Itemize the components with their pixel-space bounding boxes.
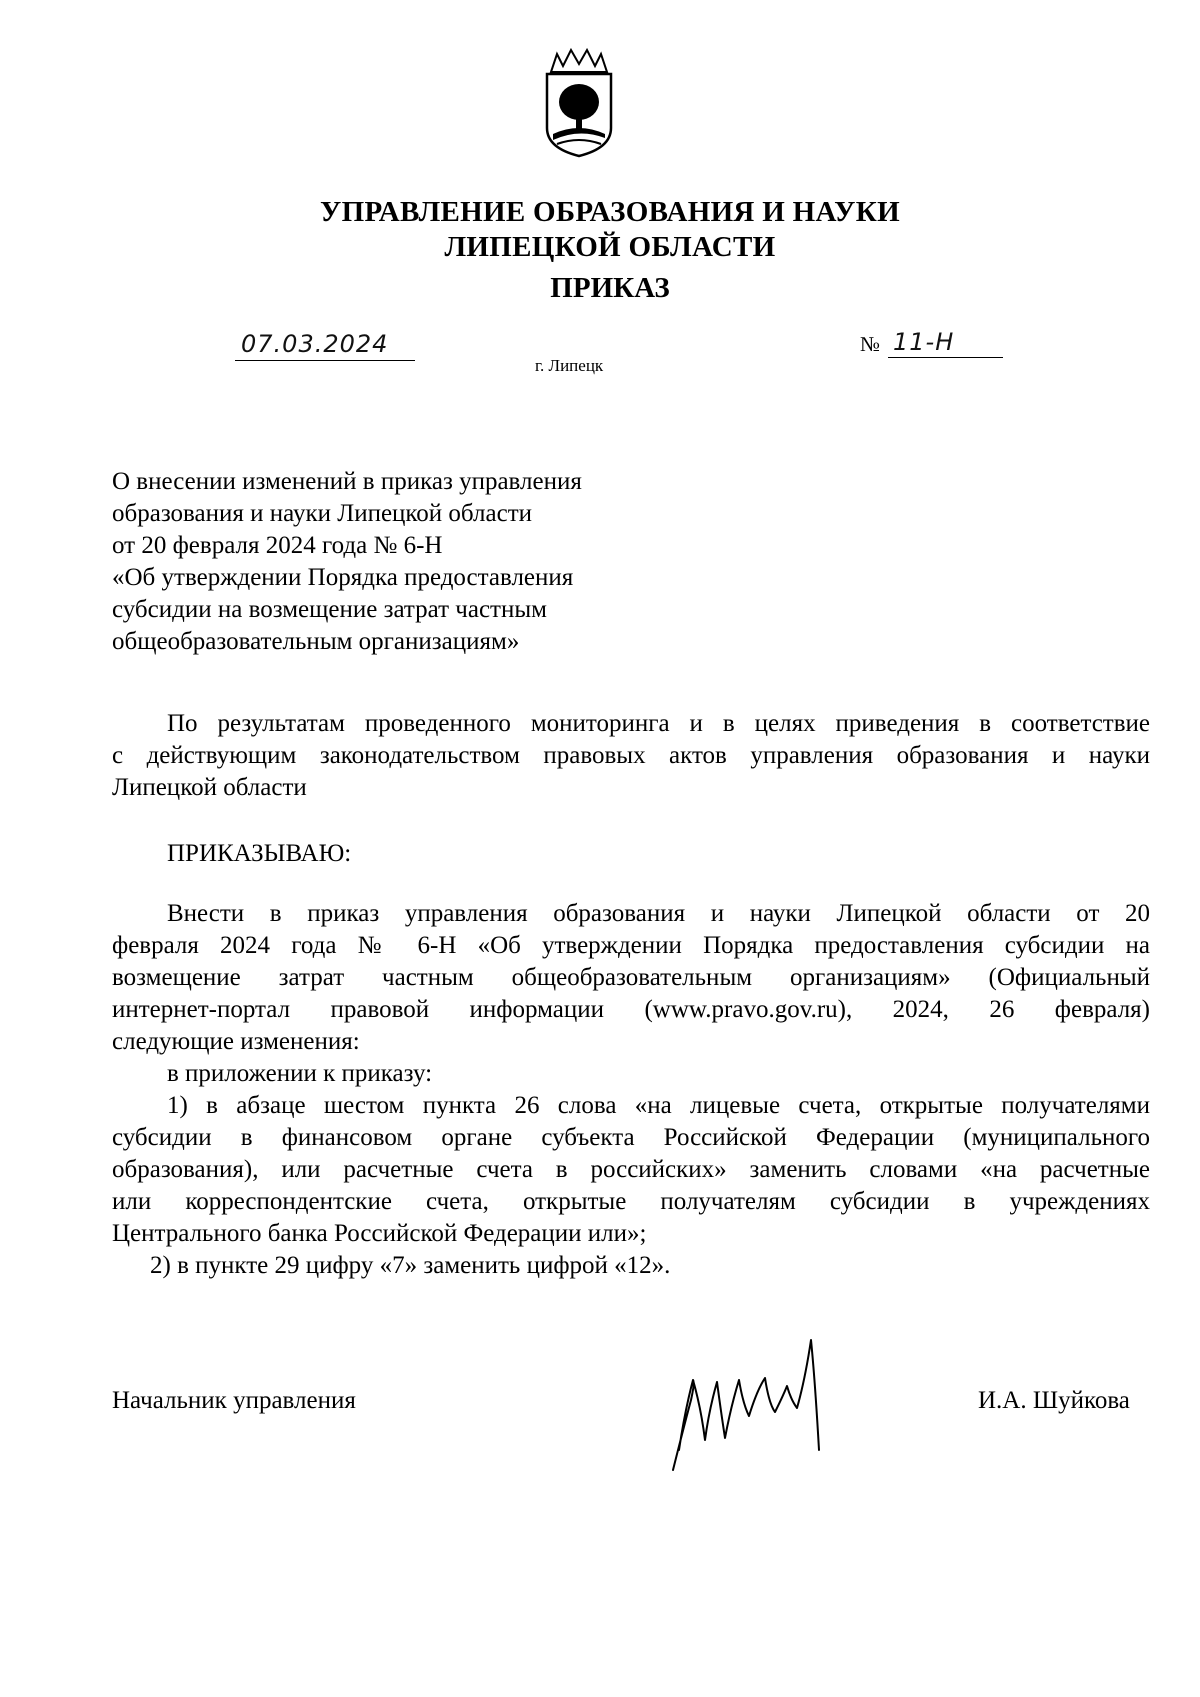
preamble-line: Липецкой области — [112, 774, 307, 801]
number-underline — [888, 357, 1003, 358]
preamble-paragraph — [112, 708, 1150, 804]
body-line: или корреспондентские счета, открытые получателям субсидии в учреждениях — [112, 1188, 1150, 1215]
organization-name-line2: ЛИПЕЦКОЙ ОБЛАСТИ — [444, 231, 776, 263]
body-line: февраля 2024 года № 6-Н «Об утверждении Порядка предоставления субсидии на — [112, 932, 1150, 959]
document-date: 07.03.2024 — [241, 330, 389, 358]
subject-line: от 20 февраля 2024 года № 6-Н — [112, 532, 443, 559]
subject-line: образования и науки Липецкой области — [112, 500, 532, 527]
body-line: образования), или расчетные счета в российских» заменить словами «на расчетные — [112, 1156, 1150, 1183]
order-body — [112, 898, 1150, 1282]
signatory-title: Начальник управления — [112, 1387, 356, 1414]
subject-line: общеобразовательным организациям» — [112, 628, 520, 655]
preamble-line: с действующим законодательством правовых актов управления образования и науки — [112, 742, 1150, 769]
body-line: Центрального банка Российской Федерации или»; — [112, 1220, 647, 1247]
document-city: г. Липецк — [535, 356, 604, 375]
body-line: интернет-портал правовой информации (www.pravo.gov.ru), 2024, 26 февраля) — [112, 996, 1150, 1023]
organization-name-line1: УПРАВЛЕНИЕ ОБРАЗОВАНИЯ И НАУКИ — [320, 196, 900, 228]
date-underline — [235, 360, 415, 361]
body-line: возмещение затрат частным общеобразовательным организациям» (Официальный — [112, 964, 1150, 991]
order-word: ПРИКАЗЫВАЮ: — [167, 840, 352, 867]
document-number: 11-Н — [893, 328, 955, 356]
body-line: 2) в пункте 29 цифру «7» заменить цифрой «12». — [150, 1252, 671, 1279]
lipetsk-coat-of-arms-icon — [543, 48, 615, 158]
subject-line: О внесении изменений в приказ управления — [112, 468, 582, 495]
document-subject — [112, 466, 582, 658]
signatory-name: И.А. Шуйкова — [978, 1387, 1130, 1414]
body-line: 1) в абзаце шестом пункта 26 слова «на лицевые счета, открытые получателями — [167, 1092, 1150, 1119]
document-type-title: ПРИКАЗ — [550, 272, 670, 304]
body-line: Внести в приказ управления образования и науки Липецкой области от 20 — [167, 900, 1150, 927]
preamble-line: По результатам проведенного мониторинга и в целях приведения в соответствие — [167, 710, 1150, 737]
body-line: следующие изменения: — [112, 1028, 360, 1055]
body-line: субсидии в финансовом органе субъекта Российской Федерации (муниципального — [112, 1124, 1150, 1151]
body-line: в приложении к приказу: — [167, 1060, 433, 1087]
subject-line: субсидии на возмещение затрат частным — [112, 596, 547, 623]
document-number-label: № — [860, 332, 881, 356]
handwritten-signature-icon — [665, 1320, 865, 1480]
subject-line: «Об утверждении Порядка предоставления — [112, 564, 574, 591]
